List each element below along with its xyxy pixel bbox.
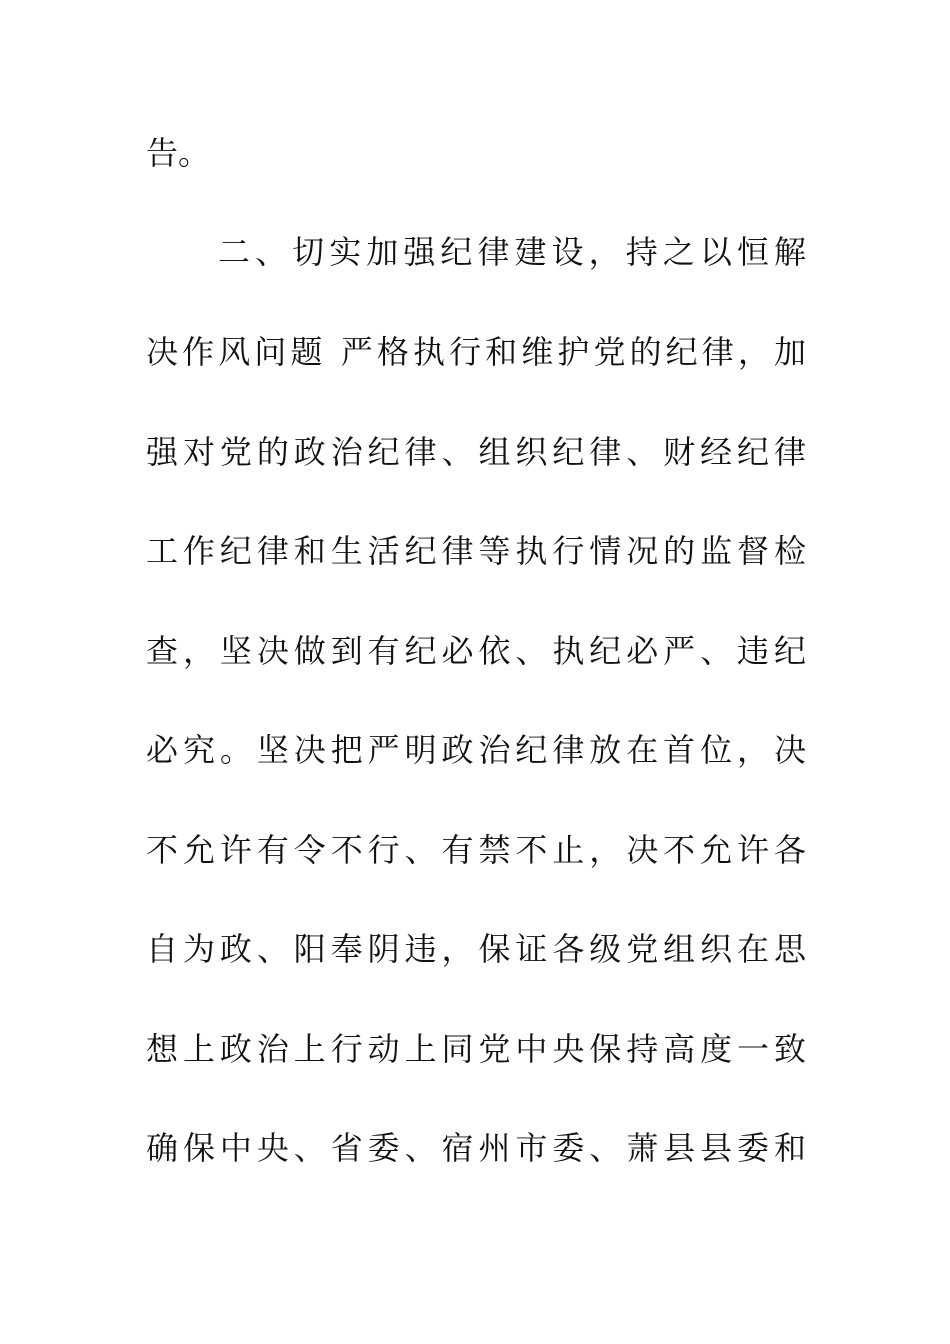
text-line-4: 强对党的政治纪律、组织纪律、财经纪律 — [146, 433, 806, 471]
text-line-9: 自为政、阳奉阴违，保证各级党组织在思 — [146, 930, 806, 968]
text-line-2: 二、切实加强纪律建设，持之以恒解 — [218, 233, 806, 271]
text-line-8: 不允许有令不行、有禁不止，决不允许各 — [146, 831, 806, 869]
text-line-11: 确保中央、省委、宿州市委、萧县县委和 — [146, 1129, 806, 1167]
text-line-10: 想上政治上行动上同党中央保持高度一致 — [146, 1030, 806, 1068]
text-line-6: 查，坚决做到有纪必依、执纪必严、违纪 — [146, 632, 806, 670]
text-line-1: 告。 — [146, 134, 211, 172]
text-line-7: 必究。坚决把严明政治纪律放在首位，决 — [146, 731, 806, 769]
text-line-3: 决作风问题 严格执行和维护党的纪律，加 — [146, 333, 806, 371]
text-line-5: 工作纪律和生活纪律等执行情况的监督检 — [146, 532, 806, 570]
